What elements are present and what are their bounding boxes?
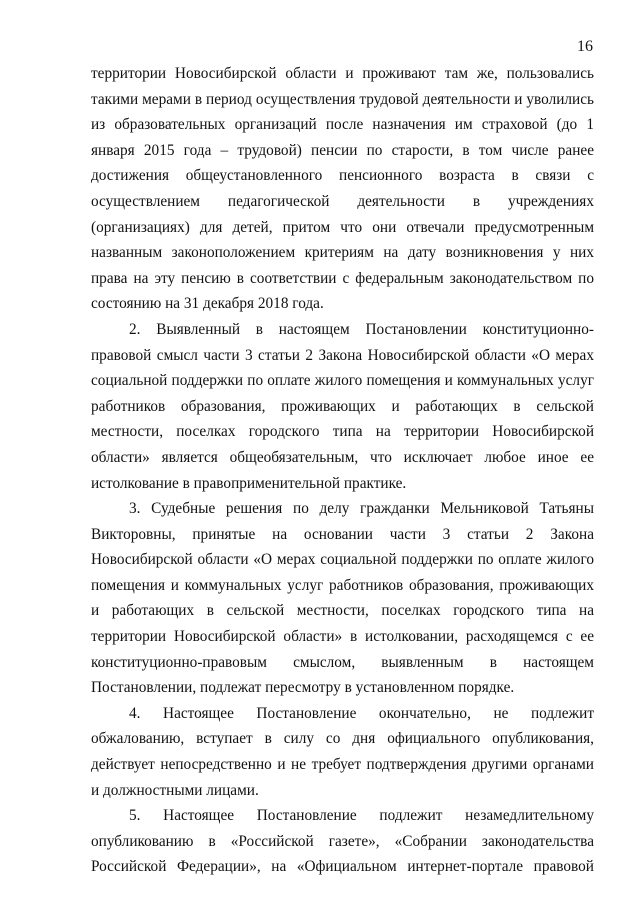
page-number: 16 [577,38,593,55]
paragraph-item-3: 3. Судебные решения по делу гражданки Мельниковой Татьяны Викторовны, принятые на основании части 3 статьи 2 Закона Новосибирской области «О мерах социальной поддержки по оплате жилого помещения и коммунальных услуг работников образования, проживающих и работающих в сельской местности, поселках городского типа на территории Новосибирской области» в истолковании, расходящемся с ее конституционно-правовым смыслом, выявленным в настоящем Постановлении, подлежат пересмотру в установленном порядке. [91,500,594,697]
paragraph-continuation: территории Новосибирской области и проживают там же, пользовались такими мерами в период осуществления трудовой деятельности и уволились из образовательных организаций после назначения им страховой (до 1 января 2015 года – трудовой) пенсии по старости, в том числе ранее достижения общеустановленного пенсионного возраста в связи с осуществлением педагогической деятельности в учреждениях (организациях) для детей, притом что они отвечали предусмотренным названным законоположением критериям на дату возникновения у них права на эту пенсию в соответствии с федеральным законодательством по состоянию на 31 декабря 2018 года. [91,65,594,313]
document-body [91,61,594,880]
paragraph-item-5: 5. Настоящее Постановление подлежит незамедлительному опубликованию в «Российской газете», «Собрании законодательства Российской Федерации», на «Официальном интернет-портале правовой [91,807,594,876]
paragraph-item-2: 2. Выявленный в настоящем Постановлении конституционно-правовой смысл части 3 статьи 2 Закона Новосибирской области «О мерах социальной поддержки по оплате жилого помещения и коммунальных услуг работников образования, проживающих и работающих в сельской местности, поселках городского типа на территории Новосибирской области» является общеобязательным, что исключает любое иное ее истолкование в правоприменительной практике. [91,320,594,492]
paragraph-item-4: 4. Настоящее Постановление окончательно, не подлежит обжалованию, вступает в силу со дня официального опубликования, действует непосредственно и не требует подтверждения другими органами и должностными лицами. [91,704,594,799]
